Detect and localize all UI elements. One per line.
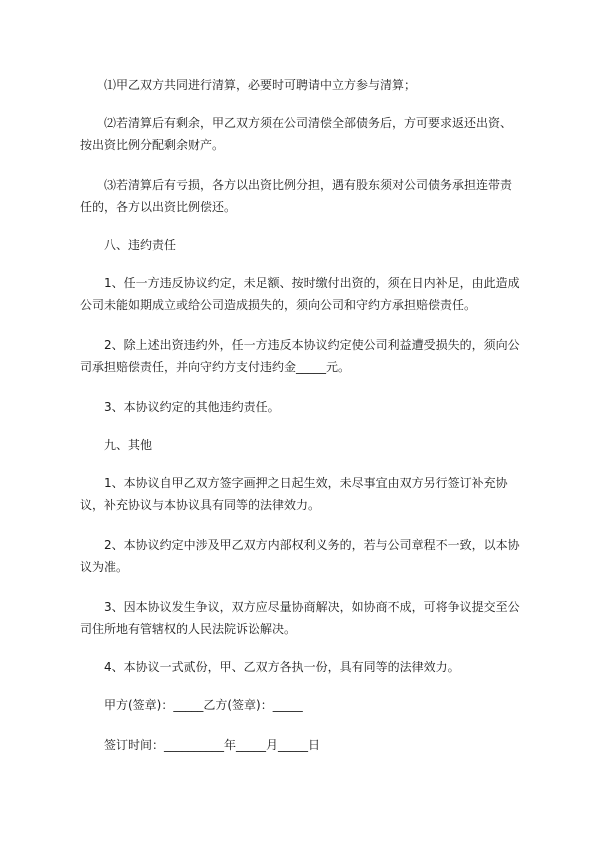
clause-liquidation-1: ⑴甲乙双方共同进行清算，必要时可聘请中立方参与清算； [104, 78, 417, 92]
breach-clause-3: 3、本协议约定的其他违约责任。 [104, 400, 280, 414]
clause-liquidation-2: ⑵若清算后有剩余，甲乙双方须在公司清偿全部债务后，方可要求返还出资、按出资比例分配剩余财产。 [80, 116, 513, 152]
signature-line: 甲方(签章)：_____乙方(签章)：_____ [104, 698, 303, 712]
breach-clause-2: 2、除上述出资违约外，任一方违反本协议约定使公司利益遭受损失的，须向公司承担赔偿责任，并向守约方支付违约金_____元。 [80, 338, 520, 374]
section-heading-breach: 八、违约责任 [104, 238, 177, 252]
other-clause-1: 1、本协议自甲乙双方签字画押之日起生效，未尽事宜由双方另行签订补充协议，补充协议与本协议具有同等的法律效力。 [80, 476, 508, 512]
clause-liquidation-3: ⑶若清算后有亏损，各方以出资比例分担，遇有股东须对公司债务承担连带责任的，各方以出资比例偿还。 [80, 178, 513, 214]
other-clause-2: 2、本协议约定中涉及甲乙双方内部权利义务的，若与公司章程不一致，以本协议为准。 [80, 538, 520, 574]
other-clause-4: 4、本协议一式贰份，甲、乙双方各执一份，具有同等的法律效力。 [104, 660, 460, 674]
other-clause-3: 3、因本协议发生争议，双方应尽量协商解决，如协商不成，可将争议提交至公司住所地有管辖权的人民法院诉讼解决。 [80, 600, 520, 636]
section-heading-other: 九、其他 [104, 438, 153, 452]
breach-clause-1: 1、任一方违反协议约定，未足额、按时缴付出资的，须在日内补足，由此造成公司未能如期成立或给公司造成损失的，须向公司和守约方承担赔偿责任。 [80, 276, 520, 312]
signing-date-line: 签订时间：__________年_____月_____日 [104, 738, 321, 752]
